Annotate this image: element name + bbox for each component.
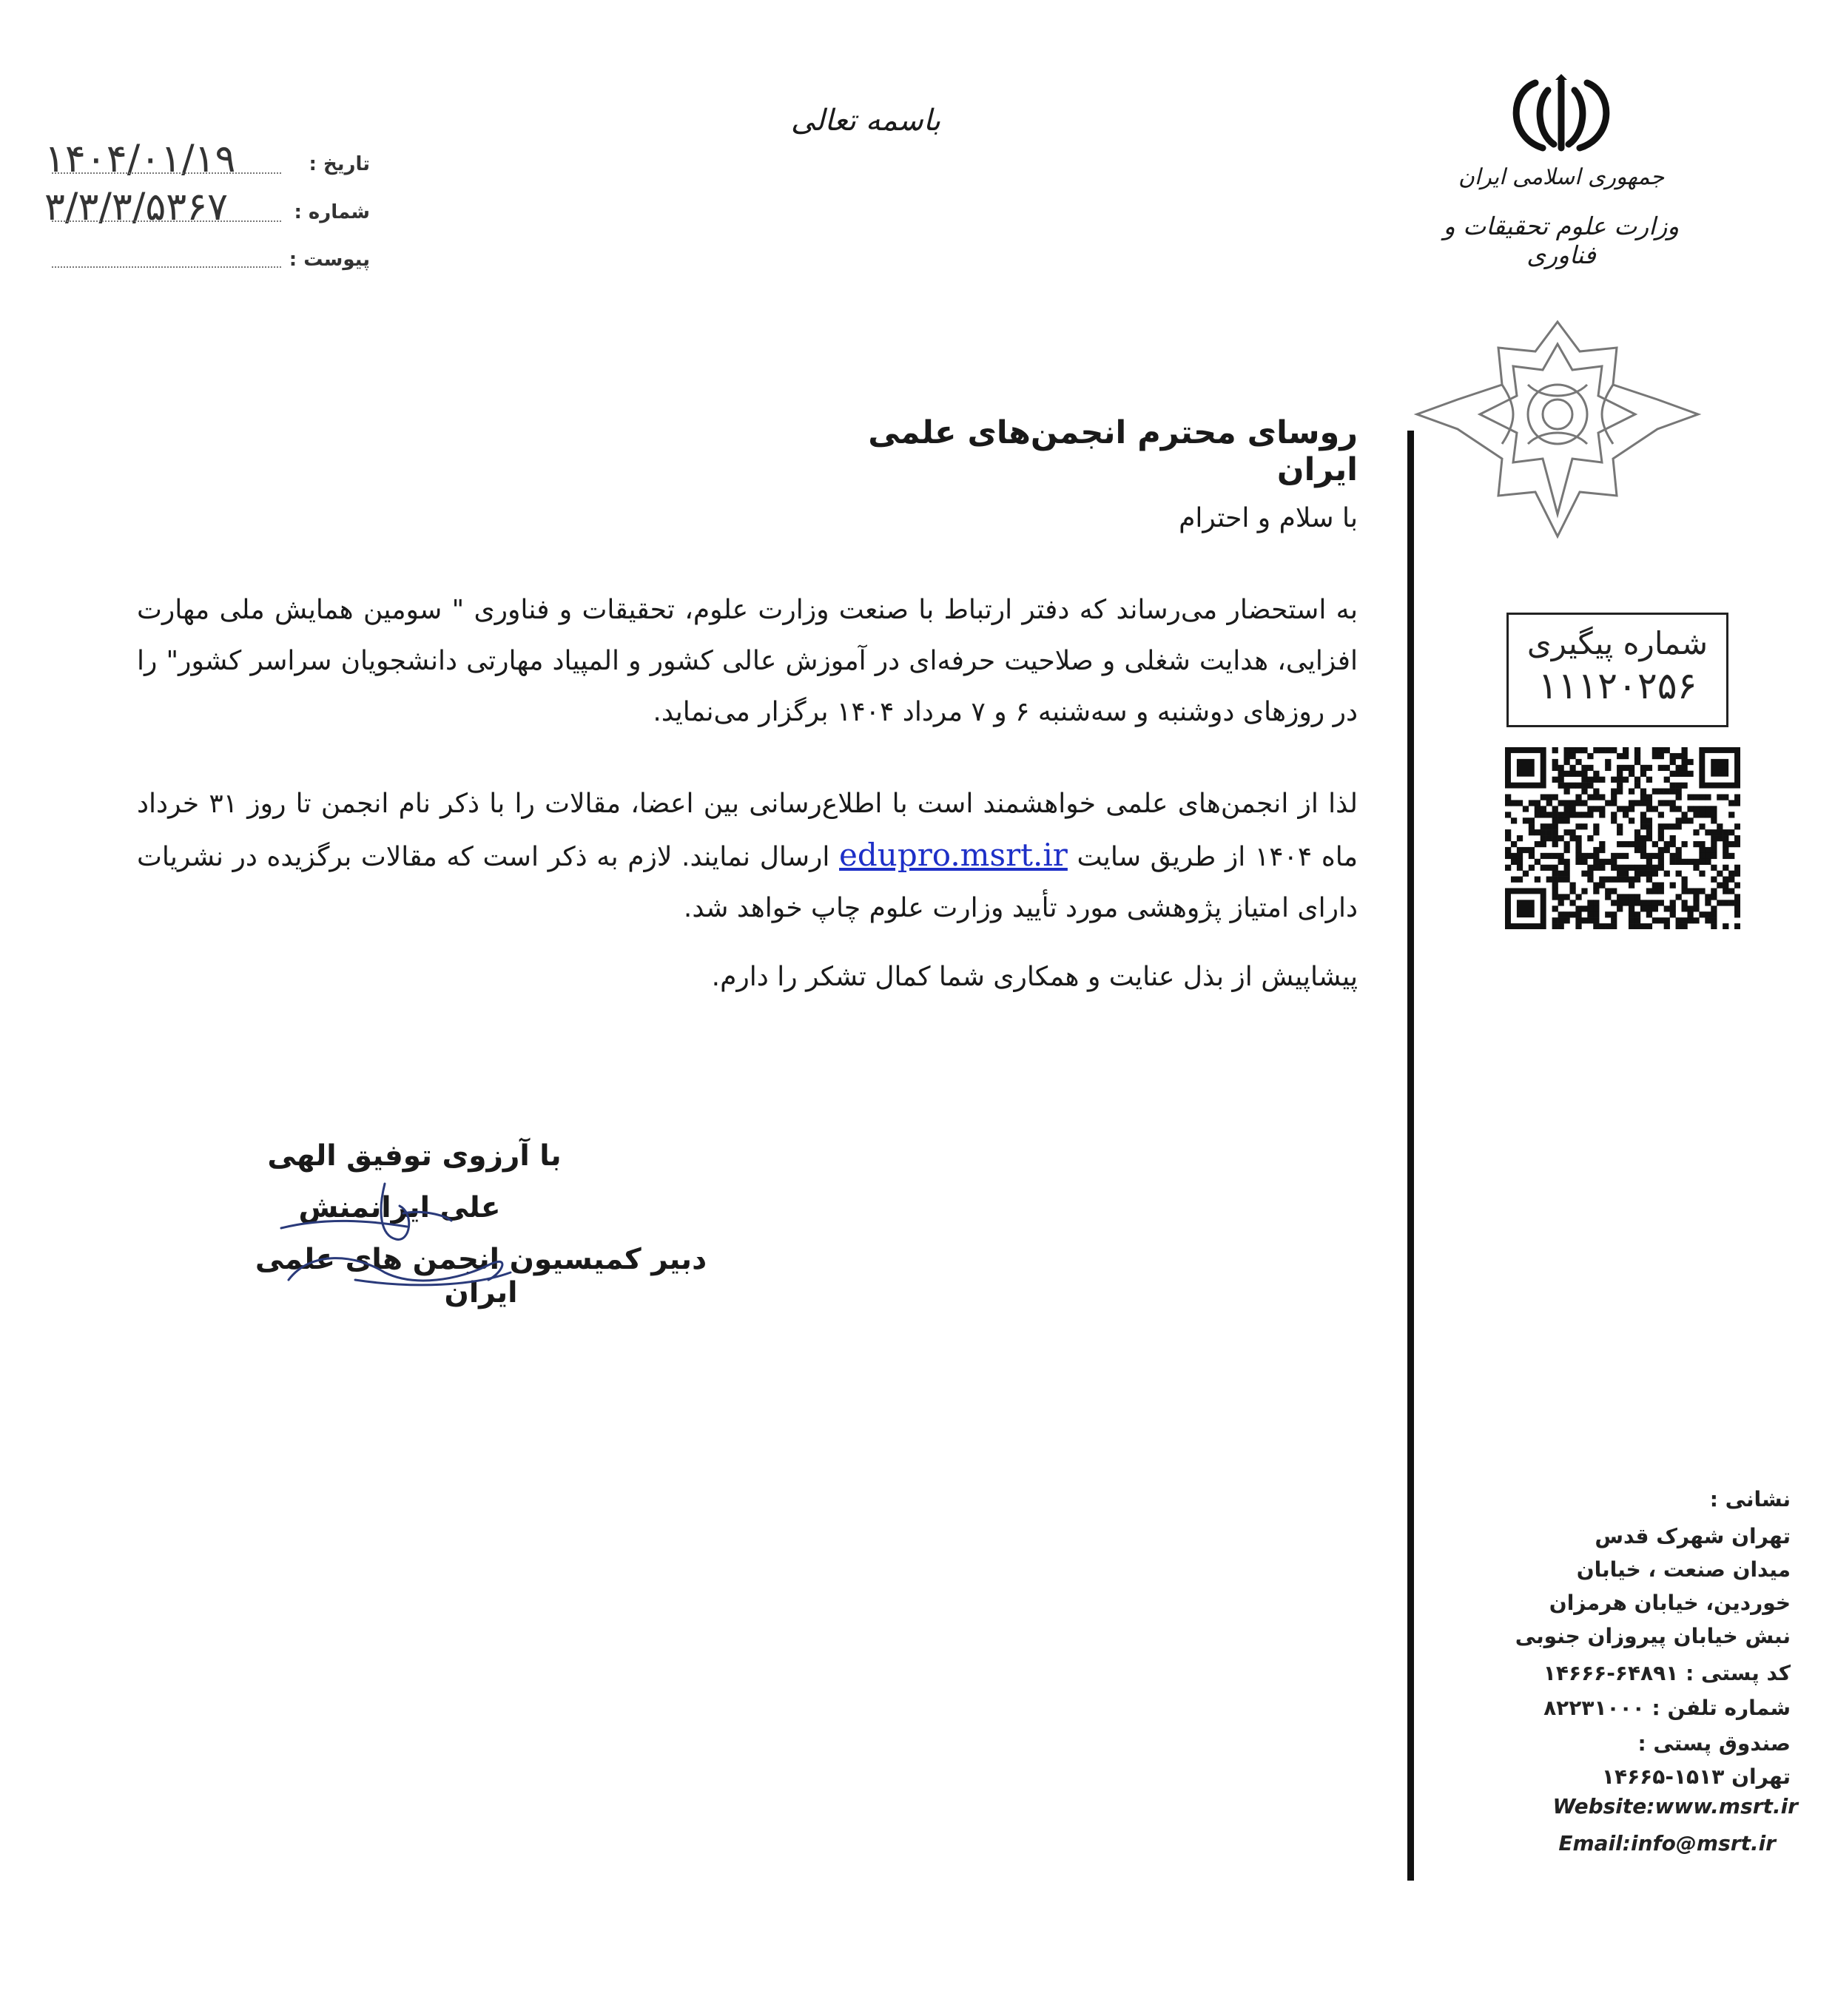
address-line-2: میدان صنعت ، خیابان bbox=[1576, 1557, 1791, 1582]
date-label: تاریخ : bbox=[309, 153, 370, 175]
attachment-row bbox=[44, 237, 370, 281]
phone-number: شماره تلفن : ۸۲۲۳۱۰۰۰ bbox=[1543, 1696, 1791, 1720]
tracking-number: ۱۱۱۲۰۲۵۶ bbox=[1538, 664, 1697, 707]
address-line-1: تهران شهرک قدس bbox=[1595, 1524, 1791, 1548]
ornament-icon bbox=[1413, 318, 1702, 540]
republic-text: جمهوری اسلامی ایران bbox=[1458, 164, 1665, 190]
letter-paragraph-2 bbox=[137, 778, 1358, 934]
po-box-label: صندوق پستی : bbox=[1637, 1731, 1791, 1756]
address-line-4: نبش خیابان پیروزان جنوبی bbox=[1515, 1624, 1791, 1648]
qr-code-icon bbox=[1505, 747, 1740, 929]
attachment-label: پیوست : bbox=[289, 249, 370, 271]
website-link[interactable]: edupro.msrt.ir bbox=[839, 837, 1068, 873]
website-text[interactable]: Website:www.msrt.ir bbox=[1552, 1794, 1798, 1818]
ministry-text: وزارت علوم تحقیقات و فناوری bbox=[1443, 212, 1680, 269]
address-line-3: خوردین، خیابان هرمزان bbox=[1549, 1591, 1791, 1615]
vertical-divider bbox=[1407, 431, 1414, 1881]
letter-heading: روسای محترم انجمن‌های علمی ایران bbox=[868, 414, 1358, 488]
po-box: تهران ۱۵۱۳-۱۴۶۶۵ bbox=[1601, 1764, 1791, 1789]
date-row bbox=[44, 137, 370, 181]
paragraph-2-part-2: ارسال نمایند. لازم به ذکر است که مقالات برگزیده در نشریات دارای امتیاز پژوهشی مورد تأیید وزارت علوم چاپ خواهد شد. bbox=[137, 842, 1358, 923]
number-underline bbox=[52, 220, 281, 222]
number-value: ۳/۳/۳/۵۳۶۷ bbox=[44, 185, 229, 229]
invocation-text: باسمه تعالی bbox=[790, 104, 941, 138]
number-row bbox=[44, 185, 370, 229]
letter-paragraph-1: به استحضار می‌رساند که دفتر ارتباط با صنعت وزارت علوم، تحقیقات و فناوری " سومین همایش ملی مهارت افزایی، هدایت شغلی و صلاحیت حرفه‌ای در آموزش عالی کشور و المپیاد مهارتی دانشجویان سراسر کشور" را در روزهای دوشنبه و سه‌شنبه ۶ و ۷ مرداد ۱۴۰۴ برگزار می‌نماید. bbox=[137, 595, 1358, 727]
address-label: نشانی : bbox=[1709, 1487, 1791, 1511]
date-value: ۱۴۰۴/۰۱/۱۹ bbox=[44, 137, 236, 181]
emblem-icon bbox=[1502, 74, 1620, 155]
handwritten-signature-icon bbox=[266, 1169, 577, 1295]
number-label: شماره : bbox=[294, 201, 370, 223]
letter-greeting: با سلام و احترام bbox=[1179, 503, 1358, 533]
tracking-label: شماره پیگیری bbox=[1526, 625, 1708, 661]
signature-title: دبیر کمیسیون انجمن های علمی ایران bbox=[255, 1243, 707, 1309]
signature-wish: با آرزوی توفیق الهی bbox=[267, 1139, 562, 1173]
postal-code: کد پستی : ۶۴۸۹۱-۱۴۶۶۶ bbox=[1543, 1661, 1791, 1685]
email-text[interactable]: Email:info@msrt.ir bbox=[1558, 1831, 1776, 1855]
date-underline bbox=[52, 172, 281, 174]
tracking-box bbox=[1506, 613, 1728, 727]
letter-closing: پیشاپیش از بذل عنایت و همکاری شما کمال تشکر را دارم. bbox=[711, 962, 1358, 992]
signature-name: علی ایرانمنش bbox=[298, 1191, 501, 1224]
paragraph-2-part-1: لذا از انجمن‌های علمی خواهشمند است با اطلاع‌رسانی بین اعضا، مقالات را با ذکر نام انجمن تا روز ۳۱ خرداد ماه ۱۴۰۴ از طریق سایت bbox=[137, 789, 1358, 872]
attachment-underline bbox=[52, 266, 281, 268]
